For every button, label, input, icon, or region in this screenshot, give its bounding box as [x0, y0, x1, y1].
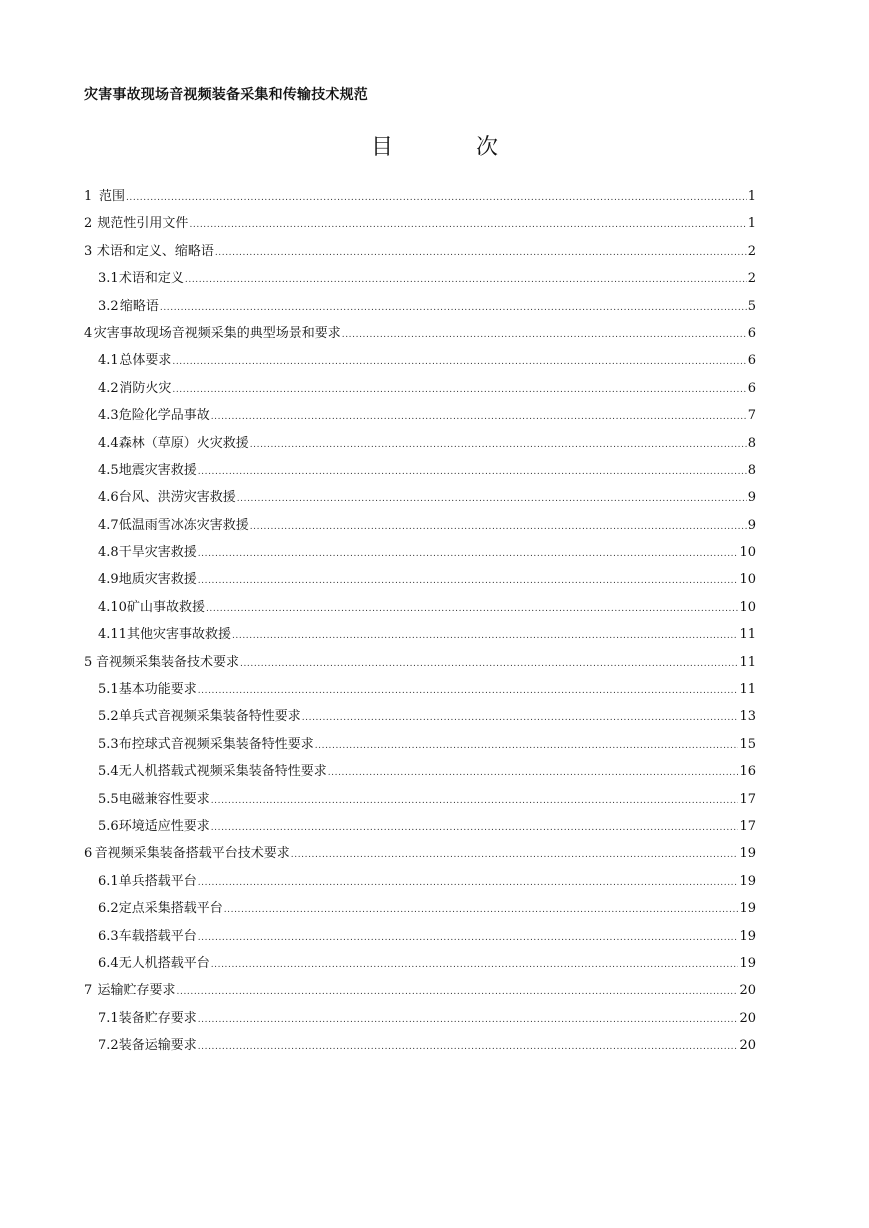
- toc-entry-label: 缩略语: [119, 298, 159, 314]
- toc-entry-page: 20: [739, 1038, 756, 1054]
- toc-entry-page: 20: [739, 1010, 756, 1026]
- toc-dot-leader: [232, 623, 738, 650]
- toc-entry-number: 4: [84, 325, 93, 341]
- toc-dot-leader: [315, 733, 739, 760]
- toc-dot-leader: [198, 870, 739, 897]
- toc-entry[interactable]: [84, 293, 756, 320]
- toc-entry[interactable]: [84, 210, 756, 237]
- toc-dot-leader: [160, 295, 747, 322]
- toc-entry[interactable]: [84, 813, 756, 840]
- toc-dot-leader: [250, 432, 747, 459]
- toc-entry[interactable]: [84, 594, 756, 621]
- toc-entry-label: 干旱灾害救援: [118, 545, 197, 561]
- toc-entry-number: 4.1: [98, 353, 119, 369]
- toc-entry[interactable]: [84, 265, 756, 292]
- toc-entry-number: 3: [84, 243, 93, 259]
- toc-dot-leader: [211, 815, 739, 842]
- toc-entry-number: 5.5: [98, 791, 119, 807]
- toc-entry-label: 基本功能要求: [118, 682, 197, 698]
- toc-dot-leader: [211, 952, 739, 979]
- toc-entry-label: 环境适应性要求: [118, 818, 210, 834]
- toc-entry-page: 6: [747, 353, 756, 369]
- toc-entry-label: 消防火灾: [119, 380, 172, 396]
- toc-entry-label: 低温雨雪冰冻灾害救援: [118, 517, 249, 533]
- toc-entry-number: 7.2: [98, 1038, 119, 1054]
- toc-entry[interactable]: [84, 840, 756, 867]
- toc-dot-leader: [198, 678, 739, 705]
- toc-entry[interactable]: [84, 347, 756, 374]
- toc-entry-number: 6: [84, 846, 93, 862]
- toc-entry-number: 2: [84, 216, 93, 232]
- table-of-contents: [84, 183, 756, 1060]
- toc-entry-label: 其他灾害事故救援: [126, 627, 231, 643]
- toc-entry[interactable]: [84, 621, 756, 648]
- toc-entry[interactable]: [84, 320, 756, 347]
- toc-entry-label: 音视频采集装备技术要求: [96, 654, 240, 670]
- toc-entry[interactable]: [84, 375, 756, 402]
- toc-entry-page: 6: [747, 380, 756, 396]
- toc-entry-number: 4.6: [98, 490, 119, 506]
- toc-dot-leader: [198, 1007, 739, 1034]
- toc-entry-number: 4.10: [98, 599, 127, 615]
- toc-entry-number: 5.6: [98, 818, 119, 834]
- toc-entry-page: 8: [747, 462, 756, 478]
- toc-dot-leader: [342, 322, 747, 349]
- toc-entry-number: 7.1: [98, 1010, 119, 1026]
- toc-dot-leader: [172, 377, 746, 404]
- toc-entry-page: 6: [747, 325, 756, 341]
- toc-entry-page: 2: [747, 243, 756, 259]
- toc-entry-number: 4.11: [98, 627, 127, 643]
- toc-entry-label: 地质灾害救援: [118, 572, 197, 588]
- toc-dot-leader: [250, 514, 747, 541]
- toc-dot-leader: [211, 404, 747, 431]
- toc-dot-leader: [126, 185, 747, 212]
- toc-entry-label: 地震灾害救援: [118, 462, 197, 478]
- toc-entry-page: 19: [739, 901, 756, 917]
- toc-entry-page: 19: [739, 846, 756, 862]
- toc-dot-leader: [185, 267, 747, 294]
- toc-entry-number: 5.3: [98, 736, 119, 752]
- toc-dot-leader: [328, 760, 739, 787]
- toc-dot-leader: [198, 459, 747, 486]
- toc-entry-number: 4.5: [98, 462, 119, 478]
- toc-entry-page: 9: [747, 490, 756, 506]
- toc-entry-label: 车载搭载平台: [118, 928, 197, 944]
- toc-entry-page: 17: [739, 791, 756, 807]
- toc-entry-label: 音视频采集装备搭载平台技术要求: [94, 846, 290, 862]
- toc-entry[interactable]: [84, 923, 756, 950]
- toc-entry-page: 1: [747, 189, 756, 204]
- document-header: 灾害事故现场音视频装备采集和传输技术规范: [84, 87, 368, 103]
- toc-entry[interactable]: [84, 566, 756, 593]
- toc-dot-leader: [237, 486, 747, 513]
- toc-entry-page: 11: [739, 682, 756, 698]
- toc-entry-number: 3.1: [98, 271, 119, 287]
- toc-entry-page: 19: [739, 928, 756, 944]
- toc-entry-label: 定点采集搭载平台: [118, 901, 223, 917]
- toc-entry-label: 灾害事故现场音视频采集的典型场景和要求: [93, 325, 341, 341]
- toc-dot-leader: [211, 788, 739, 815]
- toc-entry[interactable]: [84, 868, 756, 895]
- toc-entry-number: 3.2: [98, 298, 119, 314]
- toc-entry-number: 4.9: [98, 572, 119, 588]
- toc-entry[interactable]: [84, 703, 756, 730]
- toc-entry-number: 6.4: [98, 955, 119, 971]
- toc-dot-leader: [172, 349, 746, 376]
- toc-entry-label: 单兵搭载平台: [118, 873, 197, 889]
- toc-entry[interactable]: [84, 731, 756, 758]
- toc-entry-label: 范围: [98, 189, 125, 204]
- toc-dot-leader: [240, 651, 738, 678]
- toc-entry-label: 装备贮存要求: [118, 1010, 197, 1026]
- toc-entry-page: 20: [739, 983, 756, 999]
- toc-entry-number: 5.4: [98, 764, 119, 780]
- toc-entry-number: 5.1: [98, 682, 119, 698]
- toc-entry[interactable]: [84, 430, 756, 457]
- toc-title: 目 次: [371, 135, 536, 160]
- toc-entry-label: 森林（草原）火灾救援: [118, 435, 249, 451]
- toc-entry[interactable]: [84, 649, 756, 676]
- toc-entry-page: 19: [739, 873, 756, 889]
- toc-entry-number: 6.1: [98, 873, 119, 889]
- toc-entry-number: 4.2: [98, 380, 119, 396]
- toc-entry-page: 10: [739, 599, 756, 615]
- toc-dot-leader: [198, 1034, 739, 1061]
- toc-entry-label: 规范性引用文件: [97, 216, 189, 232]
- toc-entry-label: 矿山事故救援: [126, 599, 205, 615]
- toc-entry[interactable]: [84, 676, 756, 703]
- toc-entry-label: 台风、洪涝灾害救援: [118, 490, 236, 506]
- toc-entry-page: 10: [739, 545, 756, 561]
- toc-entry-label: 术语和定义、缩略语: [96, 243, 214, 259]
- toc-entry[interactable]: [84, 758, 756, 785]
- toc-entry-number: 6.2: [98, 901, 119, 917]
- toc-entry-page: 2: [747, 271, 756, 287]
- toc-entry-number: 1: [84, 189, 93, 204]
- toc-entry[interactable]: [84, 1032, 756, 1059]
- toc-entry[interactable]: [84, 238, 756, 265]
- toc-entry-page: 16: [739, 764, 756, 780]
- toc-entry-label: 总体要求: [119, 353, 172, 369]
- toc-dot-leader: [198, 925, 739, 952]
- toc-entry-label: 无人机搭载式视频采集装备特性要求: [118, 764, 327, 780]
- toc-entry-page: 15: [739, 736, 756, 752]
- toc-entry-label: 术语和定义: [118, 271, 184, 287]
- toc-dot-leader: [302, 705, 739, 732]
- toc-entry[interactable]: [84, 977, 756, 1004]
- toc-entry-label: 运输贮存要求: [97, 983, 176, 999]
- toc-entry-page: 19: [739, 955, 756, 971]
- toc-entry[interactable]: [84, 484, 756, 511]
- toc-entry-page: 10: [739, 572, 756, 588]
- toc-entry-label: 无人机搭载平台: [118, 955, 210, 971]
- toc-entry-number: 4.4: [98, 435, 119, 451]
- toc-entry-number: 4.8: [98, 545, 119, 561]
- toc-entry-page: 11: [739, 654, 756, 670]
- toc-entry-page: 7: [747, 408, 756, 424]
- toc-dot-leader: [177, 979, 739, 1006]
- toc-dot-leader: [206, 596, 738, 623]
- toc-dot-leader: [198, 568, 739, 595]
- toc-entry-page: 11: [739, 627, 756, 643]
- toc-entry-label: 电磁兼容性要求: [118, 791, 210, 807]
- toc-entry[interactable]: [84, 512, 756, 539]
- toc-entry-label: 布控球式音视频采集装备特性要求: [118, 736, 314, 752]
- toc-entry[interactable]: [84, 402, 756, 429]
- toc-entry-label: 装备运输要求: [118, 1038, 197, 1054]
- toc-entry[interactable]: [84, 786, 756, 813]
- toc-entry-number: 4.3: [98, 408, 119, 424]
- toc-entry-number: 4.7: [98, 517, 119, 533]
- toc-entry-number: 5: [84, 654, 93, 670]
- toc-entry[interactable]: [84, 457, 756, 484]
- toc-entry-page: 5: [747, 298, 756, 314]
- toc-dot-leader: [224, 897, 739, 924]
- toc-dot-leader: [291, 842, 739, 869]
- toc-entry-number: 5.2: [98, 709, 119, 725]
- toc-dot-leader: [215, 240, 747, 267]
- toc-entry-label: 危险化学品事故: [118, 408, 210, 424]
- toc-entry-number: 7: [84, 983, 93, 999]
- toc-entry-page: 17: [739, 818, 756, 834]
- toc-entry-page: 8: [747, 435, 756, 451]
- toc-entry[interactable]: [84, 950, 756, 977]
- toc-dot-leader: [198, 541, 739, 568]
- toc-entry-page: 9: [747, 517, 756, 533]
- toc-entry[interactable]: [84, 895, 756, 922]
- toc-dot-leader: [189, 212, 746, 239]
- toc-entry[interactable]: [84, 1005, 756, 1032]
- toc-entry-label: 单兵式音视频采集装备特性要求: [118, 709, 301, 725]
- toc-entry-number: 6.3: [98, 928, 119, 944]
- toc-entry[interactable]: [84, 183, 756, 210]
- toc-entry-page: 13: [739, 709, 756, 725]
- toc-entry-page: 1: [747, 216, 756, 232]
- toc-entry[interactable]: [84, 539, 756, 566]
